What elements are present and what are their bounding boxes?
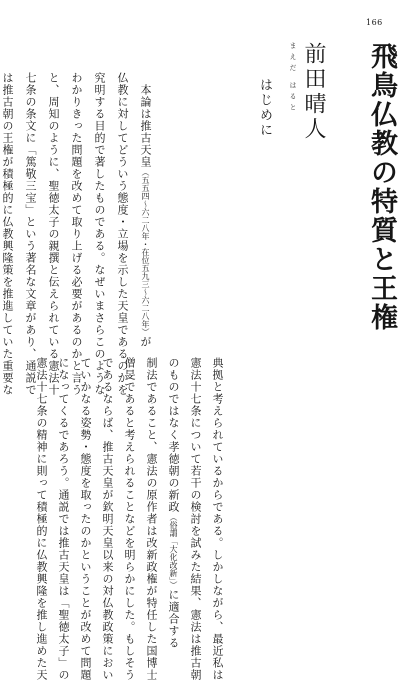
author-name: 前田晴人: [301, 42, 326, 142]
text-segment: のものではなく孝徳朝の新政: [167, 357, 180, 513]
text-column: [92, 72, 106, 396]
text-segment: であるならば、推古天皇が欽明天皇以来の対仏教政策におい: [101, 357, 114, 681]
text-column: [56, 357, 70, 681]
text-column: [115, 72, 129, 396]
text-column: [166, 357, 180, 649]
text-column: [122, 357, 136, 681]
text-segment: は推古朝の王権が積極的に仏教興隆策を推進していた重要な: [1, 72, 14, 396]
text-segment: 憲法十七条の精神に則って積極的に仏教興隆を推し進めた天: [35, 357, 48, 681]
text-segment: が: [139, 336, 152, 348]
text-segment: 制法であること、憲法の原作者は改新政権が特任した国博士: [145, 357, 158, 681]
text-segment: に適合する: [167, 589, 180, 649]
text-column: [34, 357, 48, 681]
text-segment: 本論は推古天皇: [139, 72, 152, 168]
text-segment: ていかなる姿勢・態度を取ったのかということが改めて問題: [79, 357, 92, 681]
text-column: [100, 357, 114, 681]
text-segment: 七条の条文に「篤敬三宝」という著名な文章があり、通説で: [24, 72, 37, 396]
text-segment: わかりきった問題を改めて取り上げる必要があるのかと言う: [70, 72, 83, 396]
text-segment: 典拠と考えられているからである。しかしながら、最近私は: [211, 357, 224, 681]
text-segment: （俗謂「大化改新」）: [169, 513, 178, 589]
text-segment: 仏教に対してどういう態度・立場を示した天皇であるのかを: [116, 72, 129, 396]
text-column: [23, 72, 37, 396]
text-column: [0, 72, 14, 396]
section-heading: はじめに: [257, 78, 272, 138]
page-number: 166: [366, 18, 383, 27]
text-column: [46, 72, 60, 396]
text-column: [138, 72, 152, 348]
text-column: [210, 357, 224, 681]
text-segment: 僧旻であると考えられることなどを明らかにした。もしそう: [123, 357, 136, 681]
article-title: 飛鳥仏教の特質と王権: [366, 42, 397, 332]
text-column: [188, 357, 202, 681]
text-column: [69, 72, 83, 396]
text-segment: になってくるであろう。通説では推古天皇は「聖徳太子」の: [57, 357, 70, 681]
text-segment: 憲法十七条について若干の検討を試みた結果、憲法は推古朝: [189, 357, 202, 681]
text-segment: と、周知のように、聖徳太子の親撰と伝えられている憲法十: [47, 72, 60, 396]
text-segment: 究明する目的で著したものである。なぜいまさらこのような: [93, 72, 106, 396]
author-ruby: まえだ はると: [289, 42, 297, 115]
text-column: [78, 357, 92, 681]
text-segment: （五五四～六二八年・在位五九三～六二八年）: [141, 168, 150, 336]
text-column: [144, 357, 158, 681]
